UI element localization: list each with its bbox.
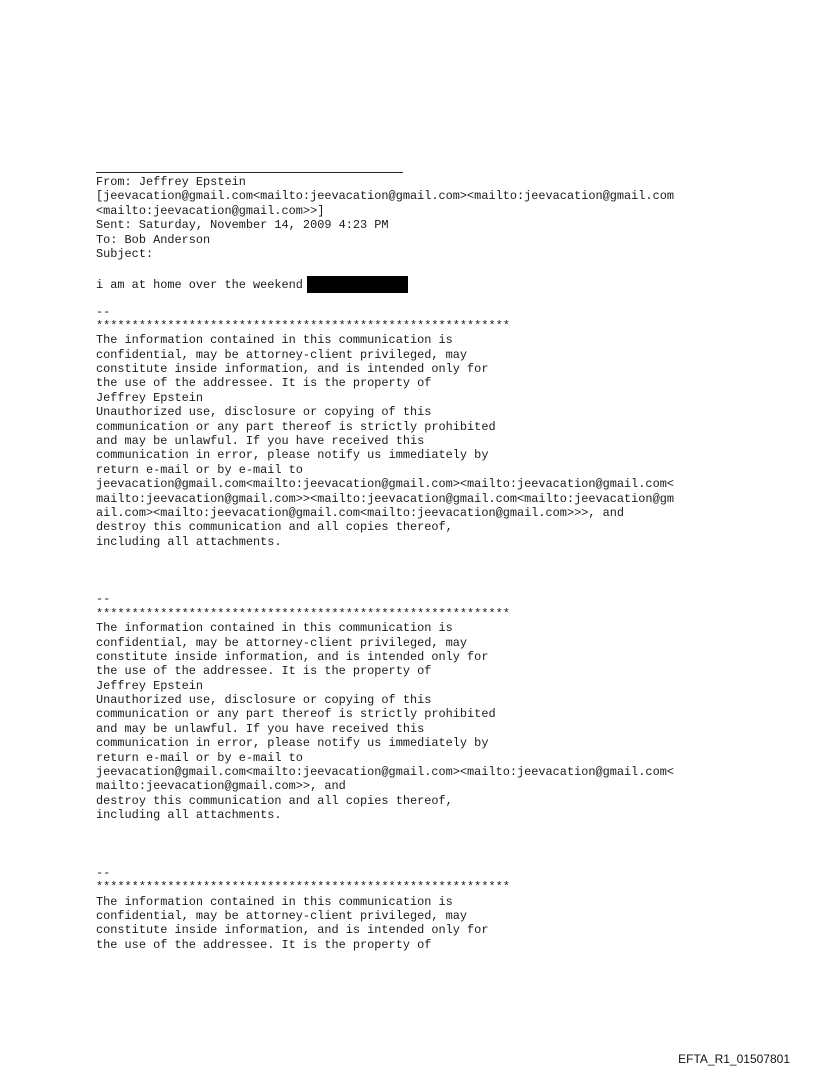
disclaimer-line: confidential, may be attorney-client privileged, may xyxy=(96,635,468,650)
disclaimer-line: ********************************************************** xyxy=(96,606,510,621)
disclaimer-line: Unauthorized use, disclosure or copying of this xyxy=(96,405,432,420)
disclaimer-line: ail.com><mailto:jeevacation@gmail.com<mailto:jeevacation@gmail.com>>>, and xyxy=(96,505,625,520)
disclaimer-block-2 xyxy=(96,592,776,822)
subject-line: Subject: xyxy=(96,246,154,261)
disclaimer-block-1 xyxy=(96,305,776,550)
disclaimer-line: destroy this communication and all copies thereof, xyxy=(96,520,453,535)
disclaimer-line: Unauthorized use, disclosure or copying of this xyxy=(96,693,432,708)
disclaimer-line: ********************************************************** xyxy=(96,880,510,895)
disclaimer-line: communication in error, please notify us immediately by xyxy=(96,448,489,463)
message-text: i am at home over the weekend xyxy=(96,277,303,292)
disclaimer-line: the use of the addressee. It is the property of xyxy=(96,937,432,952)
disclaimer-block-3 xyxy=(96,866,776,952)
disclaimer-line: return e-mail or by e-mail to xyxy=(96,462,303,477)
email-document xyxy=(96,172,776,952)
disclaimer-line: including all attachments. xyxy=(96,808,282,823)
disclaimer-line: mailto:jeevacation@gmail.com>>, and xyxy=(96,779,346,794)
disclaimer-line: communication in error, please notify us immediately by xyxy=(96,736,489,751)
disclaimer-line: confidential, may be attorney-client privileged, may xyxy=(96,347,468,362)
disclaimer-line: mailto:jeevacation@gmail.com>><mailto:jeevacation@gmail.com<mailto:jeevacation@gm xyxy=(96,491,674,506)
disclaimer-line: destroy this communication and all copies thereof, xyxy=(96,793,453,808)
header-rule xyxy=(96,172,403,173)
disclaimer-line: confidential, may be attorney-client privileged, may xyxy=(96,908,468,923)
disclaimer-line: -- xyxy=(96,304,111,319)
from-address-line-2: <mailto:jeevacation@gmail.com>>] xyxy=(96,203,325,218)
disclaimer-line: Jeffrey Epstein xyxy=(96,390,204,405)
sent-line: Sent: Saturday, November 14, 2009 4:23 PM xyxy=(96,218,389,233)
disclaimer-line: The information contained in this communication is xyxy=(96,894,453,909)
disclaimer-line: -- xyxy=(96,592,111,607)
document-id: EFTA_R1_01507801 xyxy=(678,1052,790,1066)
disclaimer-line: the use of the addressee. It is the property of xyxy=(96,376,432,391)
redaction-box xyxy=(307,276,408,293)
disclaimer-line: constitute inside information, and is intended only for xyxy=(96,923,489,938)
from-line: From: Jeffrey Epstein xyxy=(96,175,246,189)
disclaimer-line: The information contained in this communication is xyxy=(96,333,453,348)
disclaimer-line: the use of the addressee. It is the property of xyxy=(96,664,432,679)
disclaimer-line: return e-mail or by e-mail to xyxy=(96,750,303,765)
disclaimer-line: including all attachments. xyxy=(96,534,282,549)
disclaimer-line: communication or any part thereof is strictly prohibited xyxy=(96,419,496,434)
disclaimer-line: jeevacation@gmail.com<mailto:jeevacation@gmail.com><mailto:jeevacation@gmail.com< xyxy=(96,477,674,492)
disclaimer-line: Jeffrey Epstein xyxy=(96,678,204,693)
disclaimer-line: constitute inside information, and is intended only for xyxy=(96,649,489,664)
message-body xyxy=(96,276,776,290)
to-line: To: Bob Anderson xyxy=(96,232,211,247)
disclaimer-line: constitute inside information, and is intended only for xyxy=(96,362,489,377)
disclaimer-line: communication or any part thereof is strictly prohibited xyxy=(96,707,496,722)
disclaimer-line: ********************************************************** xyxy=(96,318,510,333)
disclaimer-line: jeevacation@gmail.com<mailto:jeevacation@gmail.com><mailto:jeevacation@gmail.com< xyxy=(96,765,674,780)
disclaimer-line: and may be unlawful. If you have received this xyxy=(96,434,425,449)
from-address-line-1: [jeevacation@gmail.com<mailto:jeevacation@gmail.com><mailto:jeevacation@gmail.com xyxy=(96,189,674,204)
disclaimer-line: The information contained in this communication is xyxy=(96,621,453,636)
disclaimer-line: and may be unlawful. If you have received this xyxy=(96,721,425,736)
disclaimer-line: -- xyxy=(96,865,111,880)
